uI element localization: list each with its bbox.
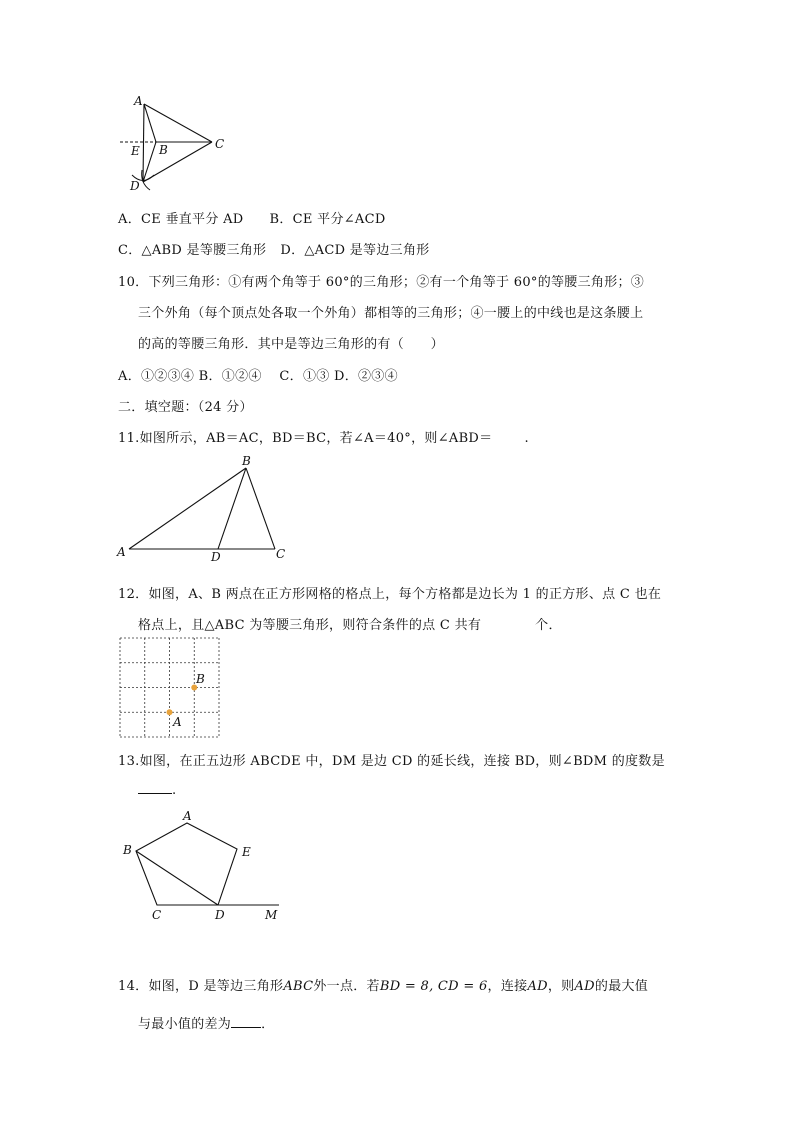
q11-figure: [115, 452, 295, 564]
q9-option-c: C．△ABD 是等腰三角形: [118, 243, 267, 258]
q9-label-d: D: [130, 179, 140, 193]
q11-label-b: B: [242, 454, 251, 468]
q14-ad1: AD: [527, 979, 548, 994]
section2-title: 二．填空题：（24 分）: [118, 400, 253, 415]
q14-condition: BD = 8, CD = 6: [379, 979, 488, 994]
q11-question: 11.如图所示，AB＝AC，BD＝BC，若∠A＝40°，则∠ABD＝: [118, 431, 493, 446]
q9-option-b: B．CE 平分∠ACD: [269, 212, 386, 227]
q14-answer-blank: [231, 1015, 261, 1028]
q10-options: A．①②③④ B．①②④ C．①③ D．②③④: [118, 369, 398, 384]
q13-label-a: A: [183, 809, 192, 823]
q13-line1: 13.如图，在正五边形 ABCDE 中，DM 是边 CD 的延长线，连接 BD，则∠BDM 的度数是: [118, 754, 665, 769]
q13-label-e: E: [242, 845, 251, 859]
q12-label-a: A: [173, 715, 182, 729]
q14-line1: [118, 975, 648, 994]
q11-text: [118, 427, 529, 446]
q9-label-e: E: [131, 144, 140, 158]
q10-line1: 10．下列三角形：①有两个角等于 60°的三角形；②有一个角等于 60°的等腰三角形；③: [118, 275, 645, 290]
q12-grid-figure: [118, 636, 222, 740]
q13-line2-end: .: [172, 783, 177, 798]
q12-line2-text: 格点上，且△ABC 为等腰三角形，则符合条件的点 C 共有: [138, 618, 482, 633]
q9-option-d: D．△ACD 是等边三角形: [280, 243, 430, 258]
q14-post1: ，连接: [487, 979, 528, 994]
q14-pre: 14．如图，D 是等边三角形: [118, 979, 284, 994]
q12-line2-end: 个．: [535, 618, 562, 633]
q9-label-b: B: [159, 143, 168, 157]
q13-answer-blank: [138, 781, 172, 794]
q11-period: .: [524, 431, 529, 446]
q13-label-c: C: [152, 908, 162, 922]
q14-line2-end: ．: [261, 1017, 275, 1032]
q12-label-b: B: [196, 672, 205, 686]
q13-label-m: M: [265, 908, 278, 922]
q14-abc: ABC: [283, 979, 314, 994]
q14-ad2: AD: [574, 979, 595, 994]
q12-line2: [138, 614, 562, 633]
q9-options-ab: [118, 208, 386, 227]
q12-point-a: [167, 709, 173, 715]
q9-label-a: A: [134, 94, 143, 108]
q11-label-c: C: [276, 547, 286, 561]
q11-label-a: A: [117, 545, 126, 559]
q9-figure: [112, 90, 242, 195]
q10-line2: 三个外角（每个顶点处各取一个外角）都相等的三角形；④一腰上的中线也是这条腰上: [138, 306, 644, 321]
q13-label-b: B: [123, 843, 132, 857]
q13-figure: [115, 806, 290, 924]
q9-option-a: A．CE 垂直平分 AD: [118, 212, 244, 227]
q9-options-cd: [118, 239, 430, 258]
q12-line1: 12．如图，A、B 两点在正方形网格的格点上，每个方格都是边长为 1 的正方形、点 C 也在: [118, 587, 662, 602]
q9-label-c: C: [215, 137, 225, 151]
q14-line2: [138, 1013, 274, 1032]
q14-post3: 的最大值: [594, 979, 649, 994]
q13-label-d: D: [215, 908, 225, 922]
q14-post2: ，则: [547, 979, 575, 994]
q14-mid: 外一点．若: [313, 979, 380, 994]
q11-label-d: D: [211, 550, 221, 564]
q13-line2: [138, 781, 176, 798]
q10-line3: 的高的等腰三角形．其中是等边三角形的有（ ）: [138, 337, 444, 352]
q14-line2-text: 与最小值的差为: [138, 1017, 232, 1032]
